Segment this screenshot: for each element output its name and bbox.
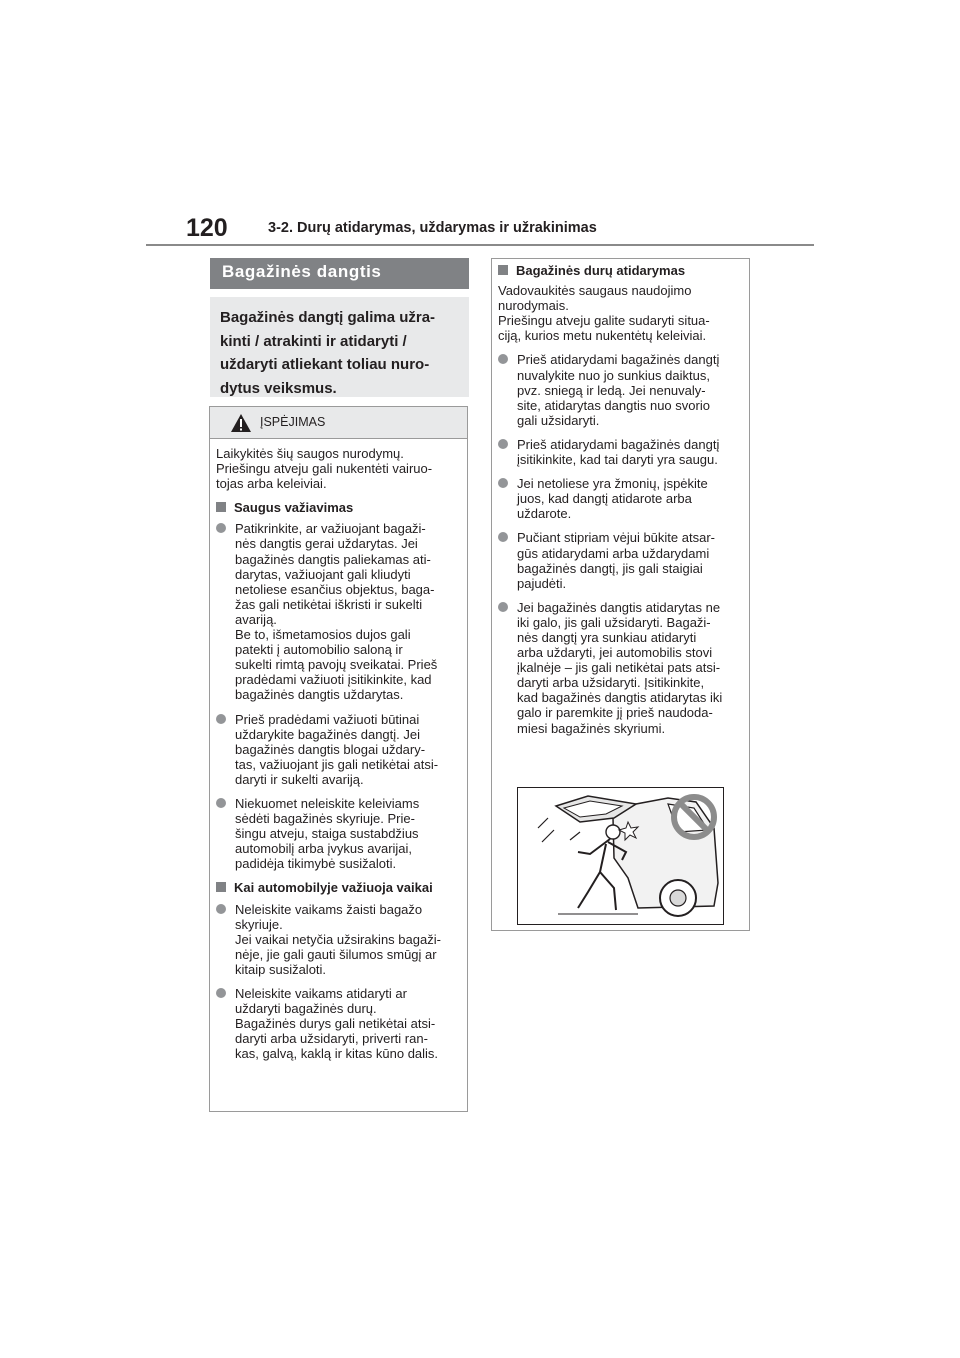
- text-line: Pučiant stipriam vėjui būkite atsar-: [517, 530, 715, 546]
- text-line: uždaryti bagažinės durų.: [235, 1001, 377, 1017]
- text-line: avariją.: [235, 611, 277, 627]
- intro-line: uždaryti atliekant toliau nuro-: [220, 356, 430, 373]
- text-line: Bagažinės durys gali netikėtai atsi-: [235, 1016, 436, 1032]
- text-line: Prieš atidarydami bagažinės dangtį: [517, 352, 720, 368]
- round-bullet-icon: [498, 354, 508, 364]
- text-line: kitaip susižaloti.: [235, 961, 327, 977]
- warning-box: [209, 406, 468, 1112]
- text-line: ciją, kurios metu nukentėtų keleiviai.: [498, 328, 707, 344]
- text-line: daryti arba užsidaryti. Įsitikinkite,: [517, 675, 705, 691]
- text-line: pradėdami važiuoti įsitikinkite, kad: [235, 672, 432, 688]
- round-bullet-icon: [498, 602, 508, 612]
- intro-line: kinti / atrakinti ir atidaryti /: [220, 332, 407, 350]
- subheading-children: [216, 880, 461, 895]
- text-line: uždarykite bagažinės dangtį. Jei: [235, 726, 421, 742]
- text-line: Jei netoliese yra žmonių, įspėkite: [517, 476, 708, 492]
- warning-label: ĮSPĖJIMAS: [260, 415, 326, 429]
- bullet-item: [498, 352, 743, 427]
- bullet-item: [216, 796, 461, 871]
- text-line: Jei vaikai netyčia užsirakins bagaži-: [235, 931, 441, 947]
- text-line: gali užsidaryti.: [517, 412, 600, 428]
- text-line: miesi bagažinės skyriumi.: [517, 720, 666, 736]
- round-bullet-icon: [498, 478, 508, 488]
- intro-line: dytus veiksmus.: [220, 379, 337, 397]
- intro-line: Bagažinės dangtį galima užra-: [220, 309, 436, 326]
- text-line: iki galo, jis gali užsidaryti. Bagaži-: [517, 614, 711, 630]
- bullet-item: [216, 712, 461, 787]
- text-line: darytas, važiuojant gali kliudyti: [235, 566, 411, 582]
- text-line: nėje, jie gali gauti šilumos smūgį ar: [235, 946, 437, 962]
- text-line: netoliese esančius objektus, baga-: [235, 581, 435, 597]
- text-line: sėdėti bagažinės skyriuje. Prie-: [235, 811, 415, 827]
- text-line: bagažinės dangtis paliekamas ati-: [235, 551, 431, 567]
- text-line: Be to, išmetamosios dujos gali: [235, 627, 411, 643]
- text-line: Priešingu atveju gali nukentėti vairuo-: [216, 461, 433, 477]
- warning-continued-box: [491, 258, 750, 931]
- chapter-title: 3-2. Durų atidarymas, uždarymas ir užrakinimas: [268, 220, 597, 236]
- warning-body: [210, 439, 467, 1061]
- warning-header: [210, 407, 467, 439]
- text-line: žas gali netikėtai iškristi ir sukelti: [235, 596, 423, 612]
- warning-intro: [216, 446, 461, 491]
- bullet-item: [216, 986, 461, 1061]
- text-line: pajudėti.: [517, 575, 567, 591]
- text-line: tojas arba keleiviai.: [216, 476, 327, 492]
- text-line: sukelti rimtą pavojų sveikatai. Prieš: [235, 657, 438, 673]
- bullet-item: [498, 476, 743, 521]
- subheading-opening-trunk: [498, 263, 743, 278]
- text-line: juos, kad dangtį atidarote arba: [517, 491, 692, 507]
- text-line: Neleiskite vaikams atidaryti ar: [235, 986, 407, 1001]
- text-line: galo ir paremkite jį prieš naudoda-: [517, 705, 713, 721]
- round-bullet-icon: [498, 532, 508, 542]
- text-line: bagažinės dangtį, jis gali staigiai: [517, 560, 703, 576]
- bullet-item: [498, 437, 743, 467]
- intro-box: [210, 297, 469, 397]
- bullet-item: [216, 902, 461, 977]
- text-line: Laikykitės šių saugos nurodymų.: [216, 446, 404, 461]
- page-number: 120: [186, 214, 228, 242]
- text-line: Priešingu atveju galite sudaryti situa-: [498, 313, 710, 329]
- text-line: padidėja tikimybė susižaloti.: [235, 856, 397, 872]
- text-line: įkalnėje – jis gali netikėtai pats atsi-: [517, 660, 721, 676]
- round-bullet-icon: [216, 523, 226, 533]
- text-line: nės dangtis gerai uždarytas. Jei: [235, 536, 418, 552]
- round-bullet-icon: [498, 439, 508, 449]
- text-line: nurodymais.: [498, 298, 569, 314]
- text-line: Niekuomet neleiskite keleiviams: [235, 795, 420, 811]
- text-line: Prieš pradėdami važiuoti būtinai: [235, 711, 420, 727]
- text-line: Vadovaukitės saugaus naudojimo: [498, 283, 692, 299]
- text-line: site, atidarytas dangtis nuo svorio: [517, 397, 710, 413]
- round-bullet-icon: [216, 988, 226, 998]
- text-line: Jei bagažinės dangtis atidarytas ne: [517, 599, 721, 615]
- trunk-hazard-illustration: [517, 787, 724, 925]
- text-line: pvz. sniegą ir ledą. Jei nenuvaly-: [517, 382, 706, 398]
- text-line: daryti arba užsidaryti, priverti ran-: [235, 1031, 428, 1047]
- text-line: įsitikinkite, kad tai daryti yra saugu.: [517, 452, 718, 468]
- subheading-text: Kai automobilyje važiuoja vaikai: [234, 880, 433, 896]
- text-line: bagažinės dangtis blogai uždary-: [235, 741, 426, 757]
- bullet-item: [498, 600, 743, 736]
- text-line: automobilį arba įvykus avarijai,: [235, 841, 413, 857]
- text-line: skyriuje.: [235, 916, 283, 932]
- section-title: Bagažinės dangtis: [210, 258, 469, 289]
- text-line: nės dangtį yra sunkiau atidaryti: [517, 629, 697, 645]
- text-line: daryti ir sukelti avariją.: [235, 771, 364, 787]
- text-line: gūs atidarydami arba uždarydami: [517, 545, 710, 561]
- header-divider: [146, 244, 814, 246]
- text-line: Patikrinkite, ar važiuojant bagaži-: [235, 521, 426, 537]
- text-line: bagažinės dangtis uždarytas.: [235, 687, 404, 703]
- bullet-item: [216, 521, 461, 702]
- text-line: patekti į automobilio saloną ir: [235, 642, 403, 658]
- text-line: kad bagažinės dangtis atidarytas iki: [517, 690, 723, 706]
- square-bullet-icon: [216, 502, 226, 512]
- subheading-text: Bagažinės durų atidarymas: [516, 263, 686, 278]
- round-bullet-icon: [216, 798, 226, 808]
- text-line: Neleiskite vaikams žaisti bagažo: [235, 901, 423, 917]
- text-line: arba uždaryti, jei automobilis stovi: [517, 645, 713, 661]
- text-line: uždarote.: [517, 506, 572, 522]
- text-line: šingu atveju, staiga sustabdžius: [235, 826, 419, 842]
- text-line: kas, galvą, kaklą ir kitas kūno dalis.: [235, 1046, 439, 1062]
- square-bullet-icon: [498, 265, 508, 275]
- bullet-item: [498, 530, 743, 590]
- text-line: nuvalykite nuo jo sunkius daiktus,: [517, 367, 710, 383]
- text-line: tas, važiuojant jis gali netikėtai atsi-: [235, 756, 439, 772]
- round-bullet-icon: [216, 904, 226, 914]
- square-bullet-icon: [216, 882, 226, 892]
- warning-triangle-icon: [230, 413, 252, 433]
- right-intro: [498, 283, 743, 343]
- text-line: Prieš atidarydami bagažinės dangtį: [517, 436, 720, 452]
- prohibition-icon: [669, 792, 719, 842]
- subheading-safe-driving: [216, 500, 461, 515]
- subheading-text: Saugus važiavimas: [234, 500, 354, 516]
- round-bullet-icon: [216, 714, 226, 724]
